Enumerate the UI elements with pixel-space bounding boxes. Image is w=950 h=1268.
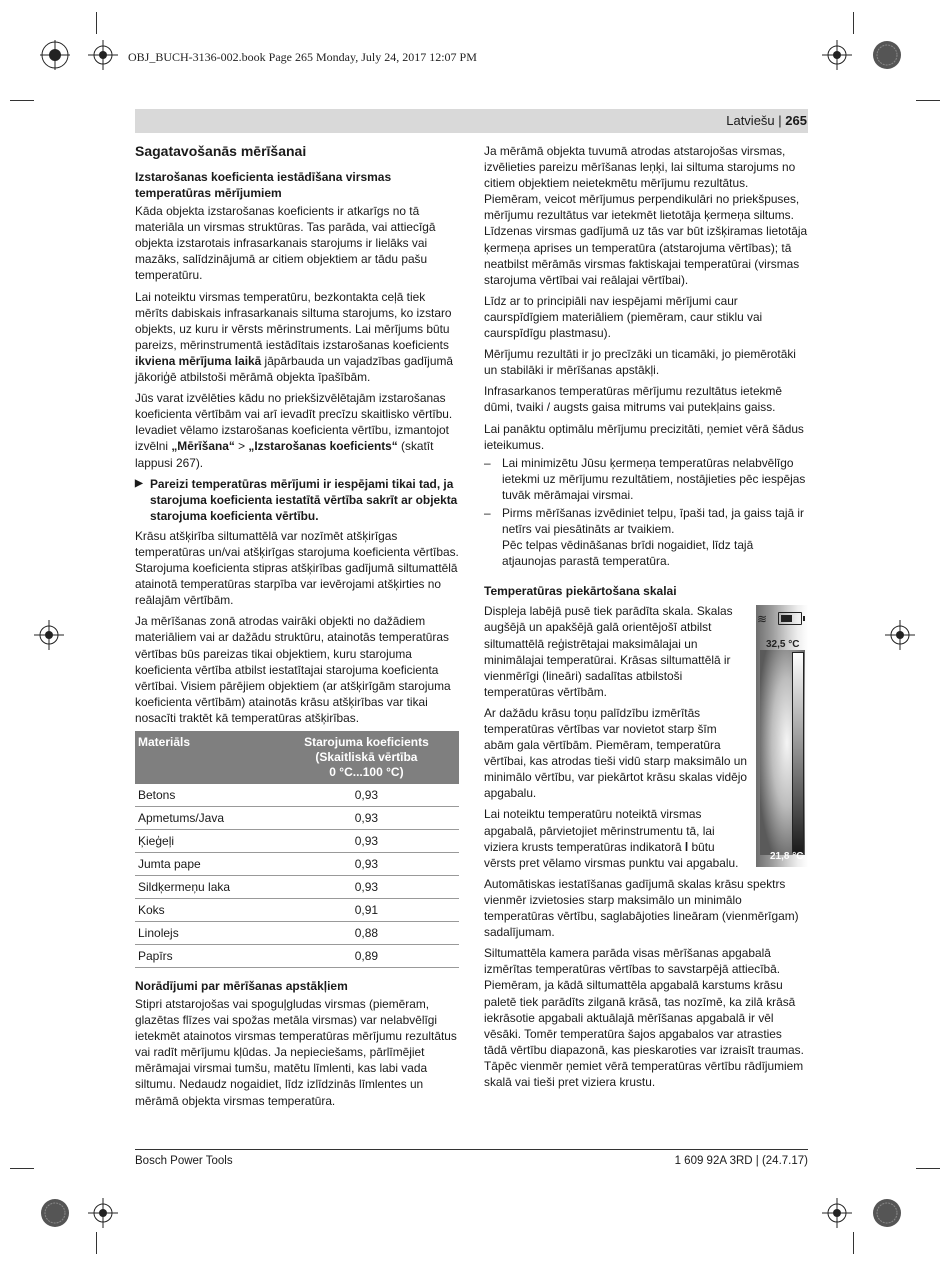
crop-mark — [96, 1232, 97, 1254]
registration-mark-bottom-right — [872, 1198, 902, 1228]
crop-mark — [853, 1232, 854, 1254]
registration-mark-bottom-mid-right — [822, 1198, 852, 1228]
table-row: Koks 0,91 — [135, 899, 459, 922]
paragraph: Lai panāktu optimālu mērījumu precizitāti, ņemiet vērā šādus ieteikumus. — [484, 421, 804, 452]
paragraph: Infrasarkanos temperatūras mērījumu rezultātus ietekmē dūmi, tvaiki / augsts gaisa mitrums vai putekļains gaiss. — [484, 384, 783, 415]
footer-brand: Bosch Power Tools — [135, 1155, 233, 1167]
paragraph: Displeja labējā pusē tiek parādīta skala. Skalas augšējā un apakšējā galā orientējošī atbilst siltumattēlā reģistrētajai maksimālajai un minimālajai temperatūrai. Krāsas siltumattēlā ir vienmērīgi (lineāri) sadalītas atbilstoši temperatūras vērtībām. — [484, 604, 733, 699]
registration-mark-top-mid-left — [88, 40, 118, 70]
paragraph: Krāsu atšķirība siltumattēlā var nozīmēt atšķirīgas temperatūras un/vai atšķirīgas starojuma koeficienta vērtības. Starojuma koeficienta stipras atšķirības gadījumā siltumattēlā atainotā temperatūras starpība var ievērojami atšķirties no reālajām vērtībām. — [135, 528, 459, 608]
paragraph: Lai noteiktu virsmas temperatūru, bezkontakta ceļā tiek mērīts dabiskais infrasarkanais siltuma starojums, ko izstaro objekts, uz kuru ir vērsts mērinstruments. Lai mērījums būtu pareizs, mērinstrumentā iestādītais izstarošanas koeficients ikviena mērījuma laikā jāpārbauda un vajadzības gadījumā jākoriģē atbilstoši mērāmā objekta īpašībām. — [135, 289, 453, 385]
scale-min-label: 21,8 °C — [770, 851, 804, 862]
page-header — [726, 113, 807, 128]
book-info-line: OBJ_BUCH-3136-002.book Page 265 Monday, July 24, 2017 12:07 PM — [128, 50, 477, 64]
paragraph: Lai noteiktu temperatūru noteiktā virsmas apgabalā, pārvietojiet mērinstrumentu tā, lai viziera krusts temperatūras indikatorā l būtu vērsts pret vēlamo virsmas punktu vai apgabalu. — [484, 807, 739, 870]
registration-mark-mid-right — [885, 620, 915, 650]
crop-mark — [916, 100, 940, 101]
list-item: – Pirms mērīšanas izvēdiniet telpu, īpaši tad, ja gaiss tajā ir netīrs vai piesātināts ar tvaikiem. Pēc telpas vēdināšanas brīdi nogaidiet, līdz tajā atjaunojas parastā temperatūra. — [484, 505, 805, 569]
paragraph: Kāda objekta izstarošanas koeficients ir atkarīgs no tā materiāla un virsmas struktūras. Tas parāda, vai attiecīgā objekta izstarotais infrasarkanais starojums ir lielāks vai mazāks, salīdzinājumā ar citiem objektiem ar tādu pašu temperatūru. — [135, 204, 436, 283]
crop-mark — [96, 12, 97, 34]
section-heading: Sagatavošanās mērīšanai — [135, 143, 307, 159]
crop-mark — [10, 100, 34, 101]
paragraph: Siltumattēla kamera parāda visas mērīšanas apgabalā izmērītas temperatūras vērtības to savstarpējā attiecībā. Piemēram, ja kādā siltumattēla apgabalā karstums krāsu paletē tiek parādīts zilganā krāsā, tas nozīmē, ka zilā krāsā iekrāsotie apgabali aktuālajā mērīšanas apgabalā ir vēl vēsāki. Tomēr temperatūra šajos apgabalos var atrasties tādā vērtību diapazonā, kas pieskaroties var izraisīt traumas. Tāpēc vienmēr ņemiet vērā temperatūras vērtību rādījumiem skalā vai tieši pret viziera krustu. — [484, 946, 804, 1089]
table-header-material: Materiāls — [135, 731, 274, 784]
paragraph: Ja mērāmā objekta tuvumā atrodas atstarojošas virsmas, izvēlieties pareizu mērīšanas leņķi, lai siltuma starojums no citiem objektiem neietekmētu mērījumu rezultātus. Piemēram, veicot mērījumus perpendikulāri no priekšpuses, mērījumu rezultātus var ietekmēt lietotāja ķermeņa siltums. Līdzenas virsmas gadījumā uz tās var būt izšķiramas lietotāja ķermeņa aprises un temperatūra (atstarojuma vērtības); tā neatbilst mērāmās virsmas faktiskajai temperatūrai (virsmas starojuma vērtībai vai reālajai vērtībai). — [484, 144, 808, 287]
paragraph: Jūs varat izvēlēties kādu no priekšizvēlētajām izstarošanas koeficienta vērtībām vai arī ievadīt precīzu skaitlisko vērtību. Ievadiet vēlamo izstarošanas koeficienta vērtību, izmantojot izvēlni „Mērīšana“ > „Izstarošanas koeficients“ (skatīt lappusi 267). — [135, 391, 453, 470]
registration-mark-top-left — [40, 40, 70, 70]
subsection-heading-conditions: Norādījumi par mērīšanas apstākļiem — [135, 979, 348, 993]
registration-mark-top-mid-right — [822, 40, 852, 70]
table-row: Apmetums/Java 0,93 — [135, 807, 459, 830]
footer-doc-id: 1 609 92A 3RD | (24.7.17) — [674, 1155, 808, 1167]
crop-mark — [916, 1168, 940, 1169]
table-row: Ķieģeļi 0,93 — [135, 830, 459, 853]
paragraph: Ar dažādu krāsu toņu palīdzību izmērītās temperatūras vērtības var novietot starp šīm abām gala vērtībām. Piemēram, temperatūra vērtībai, kas atrodas tieši vidū starp maksimālo un minimālo vērtību, var piekārtot krāsu skalas vidējo apgabalu. — [484, 705, 748, 801]
paragraph: Automātiskas iestatīšanas gadījumā skalas krāsu spektrs vienmēr izvietosies starp maksimālo un minimālo temperatūras vērtību, saglabājoties lineāram (vienmērīgam) sadalījumam. — [484, 876, 799, 940]
page-number: 265 — [785, 113, 807, 128]
emissivity-table — [135, 731, 459, 968]
page-header-bar — [135, 109, 808, 133]
crop-mark — [853, 12, 854, 34]
table-row: Jumta pape 0,93 — [135, 853, 459, 876]
paragraph: Ja mērīšanas zonā atrodas vairāki objekti no dažādiem materiāliem vai ar dažādu struktūru, atainotās temperatūras vērtības būs pareizas tikai objektiem, kuru starojuma koeficienta vērtība atbilst iestatītajai starojuma koeficienta vērtībai. Visiem pārējiem objektiem (ar atšķirīgām starojuma koeficienta vērtībām) atainotās krāsu atšķirības var tikai nosacīti traktēt kā temperatūras atšķirības. — [135, 614, 451, 725]
header-language: Latviešu — [726, 113, 775, 128]
left-column — [135, 143, 460, 1114]
table-header-emissivity: Starojuma koeficients (Skaitliskā vērtība 0 °C...100 °C) — [274, 731, 459, 784]
registration-mark-bottom-left — [40, 1198, 70, 1228]
table-row: Sildķermeņu laka 0,93 — [135, 876, 459, 899]
table-row: Papīrs 0,89 — [135, 945, 459, 968]
battery-icon — [778, 612, 802, 625]
crop-mark — [10, 1168, 34, 1169]
triangle-right-icon: ▶ — [135, 477, 143, 489]
footer-rule — [135, 1149, 808, 1150]
registration-mark-top-right — [872, 40, 902, 70]
registration-mark-bottom-mid-left — [88, 1198, 118, 1228]
registration-mark-mid-left — [34, 620, 64, 650]
table-row: Linolejs 0,88 — [135, 922, 459, 945]
subsection-heading-scale: Temperatūras piekārtošana skalai — [484, 584, 677, 599]
header-separator: | — [778, 113, 782, 128]
scale-max-label: 32,5 °C — [766, 639, 800, 650]
paragraph: Līdz ar to principiāli nav iespējami mērījumi caur caurspīdīgiem materiāliem (piemēram, caur stiklu vai caurspīdīgu plastmasu). — [484, 293, 763, 341]
warning-note: ▶ Pareizi temperatūras mērījumi ir iespējami tikai tad, ja starojuma koeficienta iestatītā vērtība sakrīt ar objekta starojuma koeficienta vērtību. — [135, 476, 458, 523]
paragraph: Mērījumu rezultāti ir jo precīzāki un ticamāki, jo piemērotāki un stabilāki ir mērīšanas apstākļi. — [484, 347, 796, 378]
temperature-scale-bar — [792, 652, 804, 854]
list-item: – Lai minimizētu Jūsu ķermeņa temperatūras nelabvēlīgo ietekmi uz mērījumu rezultātiem, nostājieties pēc iespējas tuvāk mērāmajai virsmai. — [484, 455, 806, 502]
wifi-icon: ≋ — [757, 612, 768, 626]
table-row: Betons 0,93 — [135, 784, 459, 807]
subsection-heading-emissivity: Izstarošanas koeficienta iestādīšana virsmas temperatūras mērījumiem — [135, 170, 392, 201]
paragraph: Stipri atstarojošas vai spoguļgludas virsmas (piemēram, glazētas flīzes vai spožas metāla virsmas) var nelabvēlīgi ietekmēt atainotos virsmas temperatūras mērījumu rezultātus vai radīt mērījumu kļūdas. Ja nepieciešams, pārlīmējiet mērāmajai virsmai tumšu, matētu līmlenti, kas labi vada siltumu. Nedaudz nogaidiet, līdz izlīdzinās līmlentes un mērāmā objekta virsmas temperatūra. — [135, 997, 457, 1108]
